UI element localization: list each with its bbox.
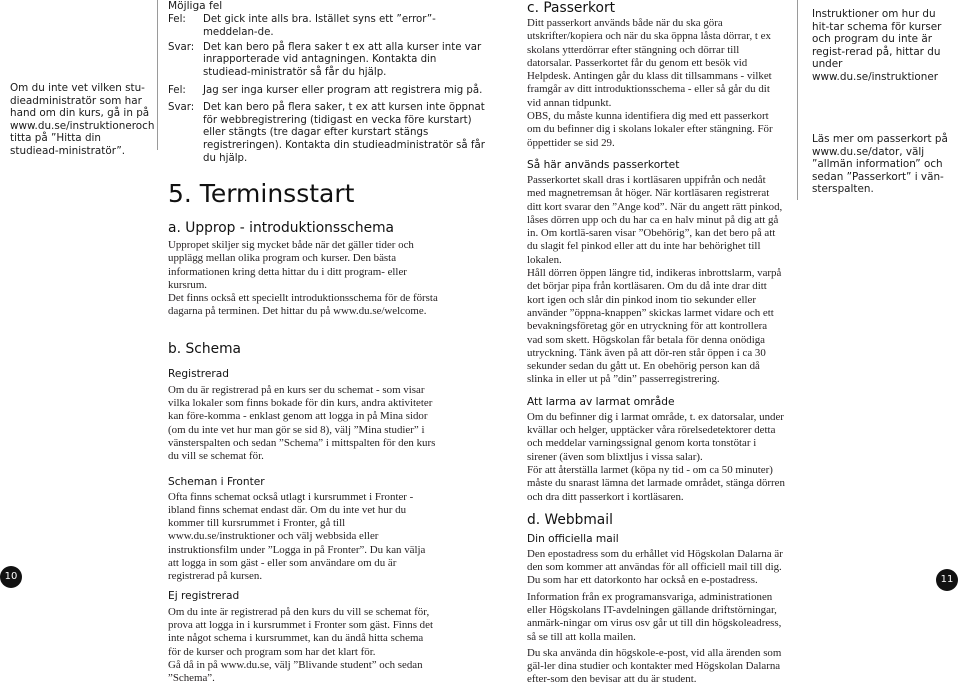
alarm-paragraph-2: För att återställa larmet (köpa ny tid - om ca 50 minuter) måste du snarast lämna det larmade området, stänga dörren och dra ditt passerkort i kortläsaren. (527, 463, 785, 503)
passerkort-paragraph: Ditt passerkort används både när du ska göra utskrifter/kopiera och när du ska öppna låsta dörrar, t ex skolans ytterdörrar efter stängning och dörrar till datorsalar. Passerkortet får du genom ett besök vid Helpdesk. Antingen går du klass dit tillsammans - vilket framgår av ditt introduktionsschema - eller så går du dit vid annan tidpunkt. (527, 17, 772, 109)
section-c (527, 0, 785, 687)
qa-text: Det kan bero på flera saker, t ex att kursen inte öppnat för webbregistrering (tidigast en vecka före kurstart) eller stängts (tre dagar efter kurstart stängs registreringen). Kontakta din studieadministratör så får du hjälp. (203, 101, 485, 164)
webbmail-subheading: Din officiella mail (527, 532, 619, 545)
right-sidenote-passerkort-text: Läs mer om passerkort på www.du.se/dator, välj ”allmän information” och sedan ”Passerkort” i vän-sterspalten. (812, 133, 948, 196)
page-number-right: 11 (936, 569, 958, 591)
right-sidenote-passerkort (812, 133, 952, 196)
alarm-heading: Att larma av larmat område (527, 395, 675, 408)
possible-errors (168, 0, 486, 166)
section-5-heading (168, 180, 354, 208)
fronter-heading: Scheman i Fronter (168, 475, 265, 488)
upprop-paragraph-2: Det finns också ett speciellt introduktionsschema för de första dagarna på terminen. Det hittar du på www.du.se/welcome. (168, 292, 438, 318)
left-sidenote (10, 82, 155, 158)
qa-key: Svar: (168, 101, 195, 113)
passerkort-how-paragraph-2: Håll dörren öppen längre tid, indikeras inbrottslarm, varpå det börjar pipa från kortläsaren. Om du då inte drar ditt kort igen och slår din pinkod inom tio sekunder eller använder ”öppna-knappen” skickas larmet vidare och ett bevakningsföretag gör en utryckning för att kontrollera vad som skett. Högskolan får betala för denna onödiga utryckning. Tänk även på att dör-ren står öppen i ca 30 sekunder sedan du gått ut. En obehörig person kan då slinka in eller ut på ”din” passerregistrering. (527, 267, 782, 386)
right-divider (797, 0, 798, 200)
qa-key: Svar: (168, 41, 195, 53)
webbmail-paragraph-3: Du ska använda din högskole-e-post, vid alla ärenden som gäl-ler dina studier och kontakter med Högskolan Dalarna efter-som den bevisar att du är student. (527, 646, 782, 686)
qa-text: Det gick inte alls bra. Istället syns ett ”error”-meddelan-de. (203, 14, 436, 38)
webbmail-paragraph: Den epostadress som du erhållet vid Högskolan Dalarna är den som kommer att användas för all officiell mail till dig. Du som har ett datorkonto har också en e-postadress. (527, 547, 783, 587)
webbmail-paragraph-2: Information från ex programansvariga, administrationen eller Högskolans IT-avdelningen gällande driftstörningar, anmärk-ningar om virus osv går ut till din högskoleadress, så se till att kolla mailen. (527, 590, 782, 643)
qa-key: Fel: (168, 84, 186, 96)
qa-row (168, 14, 486, 40)
qa-row (168, 85, 486, 98)
webbmail-heading: d. Webbmail (527, 511, 613, 528)
ej-registrerad-paragraph: Om du inte är registrerad på den kurs du vill se schemat för, prova att logga in i kursrummet i Fronter som gäst. Finns det inte något schema i kursrummet, kan du ändå hitta schema för de kurser och program som har det klart för. (168, 605, 433, 658)
passerkort-paragraph-2: OBS, du måste kunna identifiera dig med ett passerkort om du befinner dig i skolans lokaler efter stängning. För öppettider se sid 29. (527, 110, 773, 149)
possible-errors-heading: Möjliga fel (168, 0, 223, 12)
section-5-body (168, 220, 438, 685)
passerkort-how-heading: Så här används passerkortet (527, 158, 680, 171)
page-title: 5. Terminsstart (168, 179, 355, 208)
fronter-paragraph: Ofta finns schemat också utlagt i kursrummet i Fronter - ibland finns schemat endast där. Om du inte vet hur du kommer till kursrummet i Fronter, gå till www.du.se/instruktioner och välj webbsida eller instruktionsfilm under ”Logga in på Fronter”. Du kan välja att logga in som gäst - eller som användare om du är registrerad på kursen. (168, 490, 426, 583)
qa-key: Fel: (168, 14, 186, 25)
page-number-left: 10 (0, 566, 22, 588)
left-divider (157, 0, 158, 150)
right-sidenote-schema-text: Instruktioner om hur du hit-tar schema för kurser och program du inte är regist-rerad på, hittar du under www.du.se/instruktioner (812, 8, 942, 83)
passerkort-how-paragraph: Passerkortet skall dras i kortläsaren uppifrån och nedåt med magnetremsan åt höger. När kortläsaren registrerat ditt kort svarar den ”Ange kod”. När du angett rätt pinkod, låses dörren upp och du har ca en halv minut på dig att gå in. Om kortlä-saren visar ”Obehörig”, kan det bero på att du slagit fel pinkod eller att du inte har behörighet till lokalen. (527, 173, 783, 266)
ej-registrerad-paragraph-2: Gå då in på www.du.se, välj ”Blivande student” och sedan ”Schema”. (168, 658, 423, 685)
qa-row (168, 102, 486, 166)
qa-text: Det kan bero på flera saker t ex att alla kurser inte var inrapporterade vid antagningen. Kontakta din studiead-ministratör så får du hjälp. (203, 41, 482, 79)
right-sidenote-schema (812, 8, 952, 84)
registrerad-heading: Registrerad (168, 367, 229, 380)
alarm-paragraph: Om du befinner dig i larmat område, t. ex datorsalar, under kvällar och helger, upptäcker våra rörelsedetektorer detta och meddelar varningssignal genom korta tonstötar i sirener (även som blixtljus i vissa salar). (527, 410, 784, 463)
qa-row (168, 42, 486, 80)
schema-heading: b. Schema (168, 340, 241, 357)
ej-registrerad-heading: Ej registrerad (168, 589, 240, 602)
left-sidenote-text: Om du inte vet vilken stu-dieadministratör som har hand om din kurs, gå in på www.du.se/instruktioneroch titta på ”Hitta din studiead-ministratör”. (10, 82, 155, 157)
qa-text: Jag ser inga kurser eller program att registrera mig på. (203, 84, 483, 96)
upprop-paragraph: Uppropet skiljer sig mycket både när det gäller tider och upplägg mellan olika program och kurser. Den bästa informationen kring detta hittar du i ditt program- eller kursrum. (168, 239, 414, 291)
upprop-heading: a. Upprop - introduktionsschema (168, 220, 394, 236)
registrerad-paragraph: Om du är registrerad på en kurs ser du schemat - som visar vilka lokaler som finns bokade för din kurs, andra aktiviteter kan före-komma - enklast genom att logga in på Mina sidor (om du inte vet hur man gör se sid 8), välj ”Mina studier” i vänsterspalten och sedan ”Schema” i mittspalten för den kurs du vill se schemat för. (168, 383, 436, 463)
passerkort-heading: c. Passerkort (527, 0, 616, 16)
